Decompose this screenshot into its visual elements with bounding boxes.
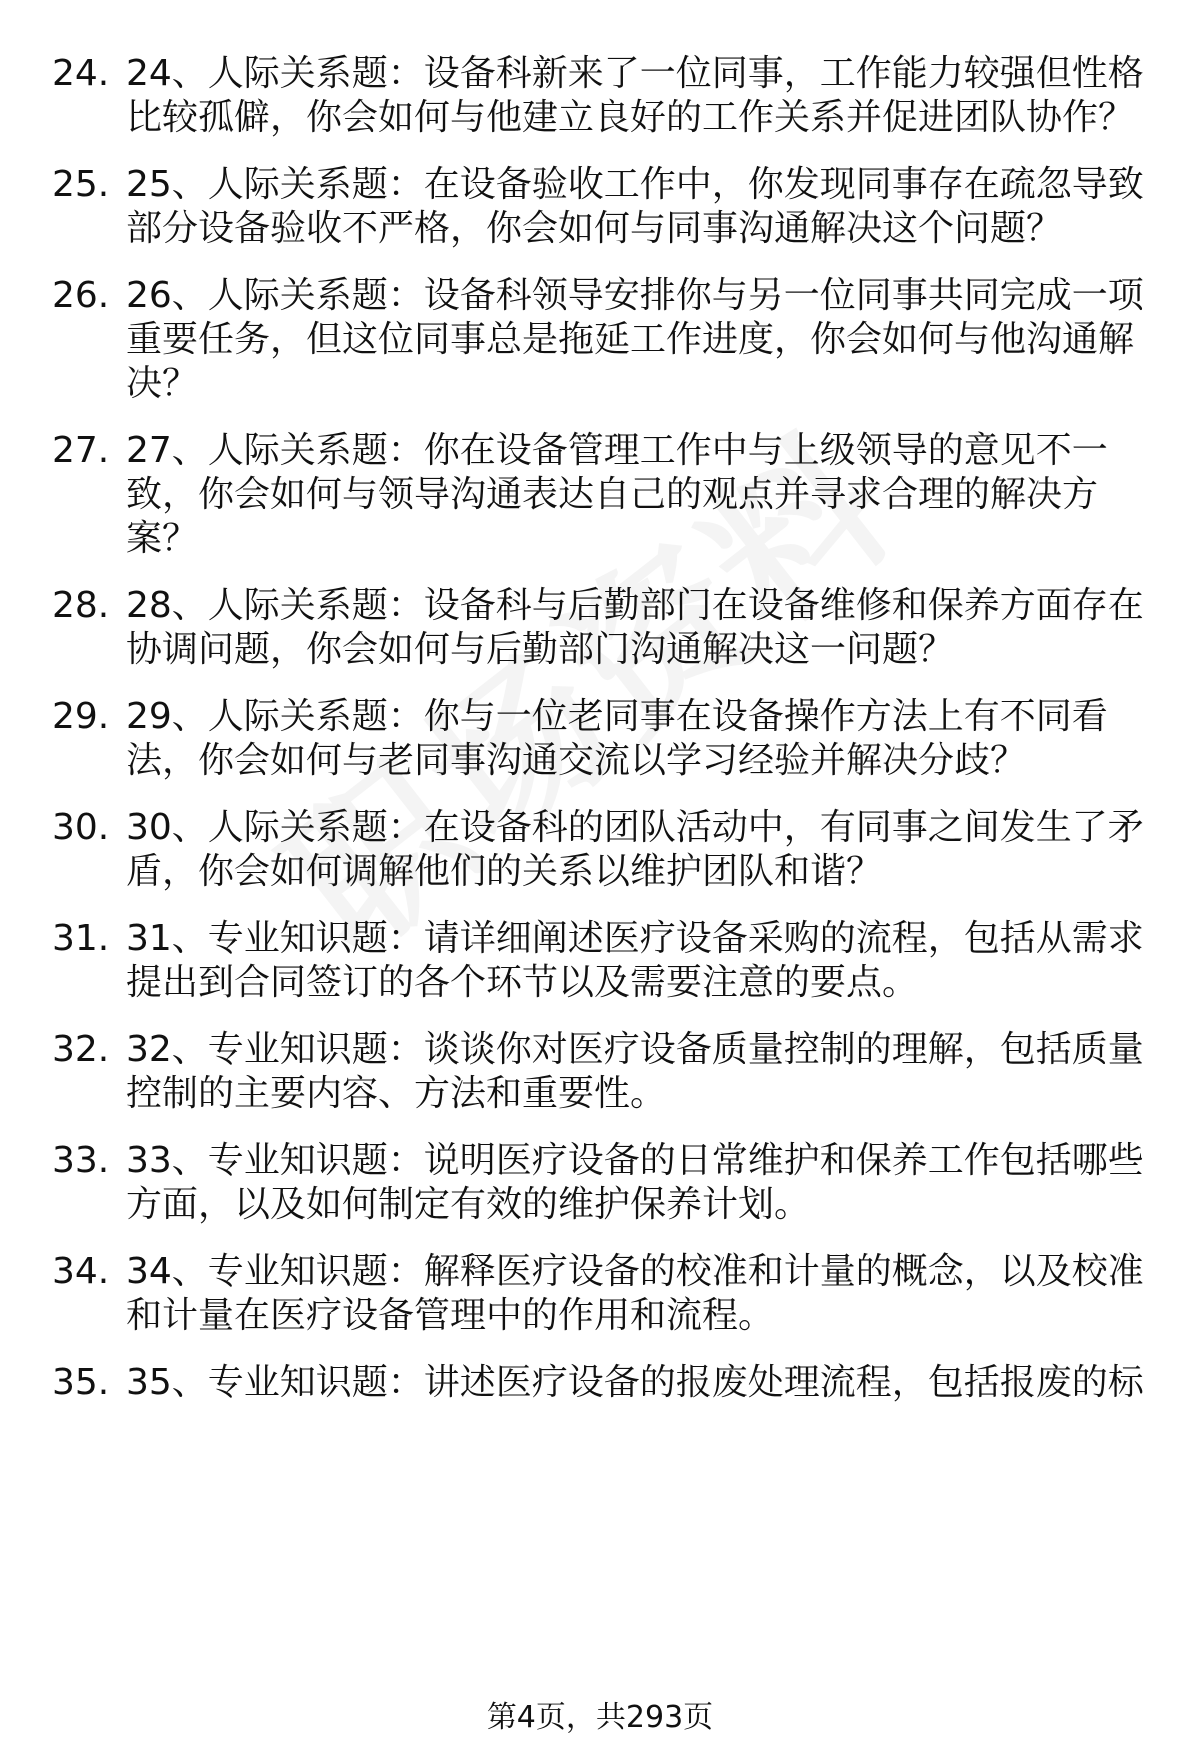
item-number: 30.: [52, 807, 110, 848]
question-list: [0, 52, 1200, 1428]
item-number: 29.: [52, 696, 110, 737]
item-text: 28、人际关系题：设备科与后勤部门在设备维修和保养方面存在协调问题，你会如何与后勤部门沟通解决这一问题？: [126, 585, 1144, 670]
item-number: 27.: [52, 430, 110, 471]
item-number: 35.: [52, 1362, 110, 1403]
item-number: 25.: [52, 164, 110, 205]
list-item: [0, 429, 1200, 561]
item-text: 26、人际关系题：设备科领导安排你与另一位同事共同完成一项重要任务，但这位同事总是拖延工作进度，你会如何与他沟通解决？: [126, 275, 1144, 404]
item-number: 24.: [52, 53, 110, 94]
item-text: 32、专业知识题：谈谈你对医疗设备质量控制的理解，包括质量控制的主要内容、方法和重要性。: [126, 1029, 1144, 1114]
item-number: 31.: [52, 918, 110, 959]
item-text: 30、人际关系题：在设备科的团队活动中，有同事之间发生了矛盾，你会如何调解他们的关系以维护团队和谐？: [126, 807, 1144, 892]
item-text: 27、人际关系题：你在设备管理工作中与上级领导的意见不一致，你会如何与领导沟通表达自己的观点并寻求合理的解决方案？: [126, 430, 1108, 559]
list-item: [0, 806, 1200, 894]
list-item: [0, 163, 1200, 251]
item-number: 26.: [52, 275, 110, 316]
list-item: [0, 917, 1200, 1005]
list-item: [0, 1028, 1200, 1116]
list-item: [0, 1361, 1200, 1405]
list-item: [0, 1139, 1200, 1227]
item-number: 28.: [52, 585, 110, 626]
item-text: 31、专业知识题：请详细阐述医疗设备采购的流程，包括从需求提出到合同签订的各个环节以及需要注意的要点。: [126, 918, 1144, 1003]
item-number: 32.: [52, 1029, 110, 1070]
item-number: 33.: [52, 1140, 110, 1181]
item-text: 35、专业知识题：讲述医疗设备的报废处理流程，包括报废的标: [126, 1362, 1144, 1403]
item-number: 34.: [52, 1251, 110, 1292]
item-text: 29、人际关系题：你与一位老同事在设备操作方法上有不同看法，你会如何与老同事沟通交流以学习经验并解决分歧？: [126, 696, 1108, 781]
list-item: [0, 274, 1200, 406]
page-footer: 第4页，共293页: [486, 1700, 714, 1735]
list-item: [0, 52, 1200, 140]
item-text: 25、人际关系题：在设备验收工作中，你发现同事存在疏忽导致部分设备验收不严格，你会如何与同事沟通解决这个问题？: [126, 164, 1144, 249]
list-item: [0, 1250, 1200, 1338]
item-text: 24、人际关系题：设备科新来了一位同事，工作能力较强但性格比较孤僻，你会如何与他建立良好的工作关系并促进团队协作？: [126, 53, 1144, 138]
list-item: [0, 695, 1200, 783]
item-text: 34、专业知识题：解释医疗设备的校准和计量的概念，以及校准和计量在医疗设备管理中的作用和流程。: [126, 1251, 1144, 1336]
item-text: 33、专业知识题：说明医疗设备的日常维护和保养工作包括哪些方面，以及如何制定有效的维护保养计划。: [126, 1140, 1144, 1225]
list-item: [0, 584, 1200, 672]
